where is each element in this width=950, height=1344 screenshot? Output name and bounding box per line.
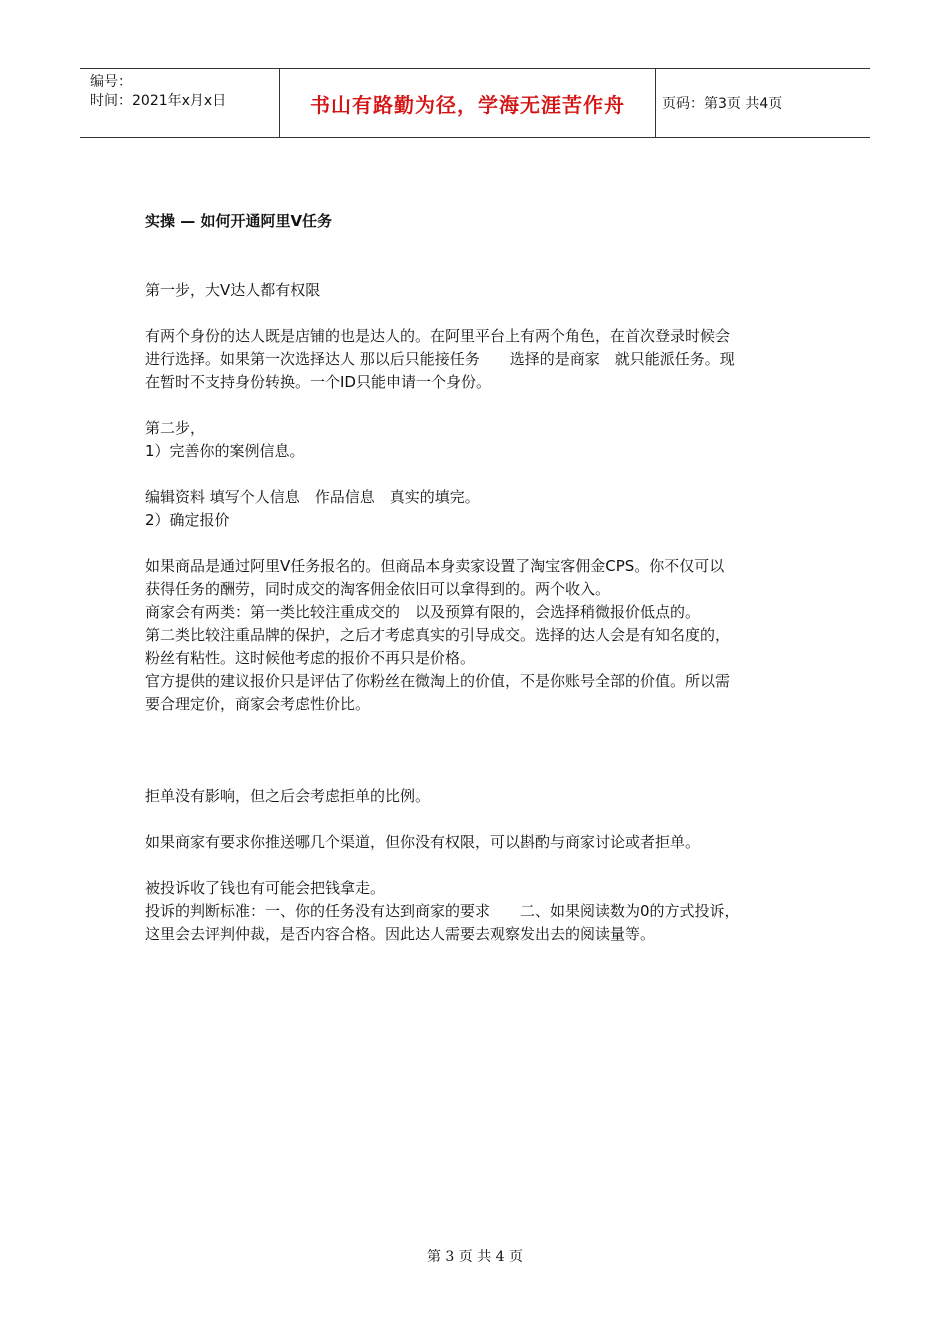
paragraph-line: 这里会去评判仲裁，是否内容合格。因此达人需要去观察发出去的阅读量等。 <box>145 925 656 943</box>
paragraph-line: 商家会有两类：第一类比较注重成交的 以及预算有限的，会选择稍微报价低点的。 <box>145 603 701 621</box>
paragraph-line: 获得任务的酬劳，同时成交的淘客佣金依旧可以拿得到的。两个收入。 <box>145 580 611 598</box>
paragraph-line: 进行选择。如果第一次选择达人 那以后只能接任务 选择的是商家 就只能派任务。现 <box>145 350 735 368</box>
page-info-text: 页码：第3页 共4页 <box>662 96 783 112</box>
step-two: 第二步， <box>145 419 206 437</box>
paragraph-line: 如果商品是通过阿里V任务报名的。但商品本身卖家设置了淘宝客佣金CPS。你不仅可以 <box>145 557 725 575</box>
paragraph-line: 要合理定价，商家会考虑性价比。 <box>145 695 371 713</box>
document-body <box>145 210 810 946</box>
step-one: 第一步，大V达人都有权限 <box>145 281 321 299</box>
paragraph-line: 2）确定报价 <box>145 511 230 529</box>
paragraph-line: 投诉的判断标准：一、你的任务没有达到商家的要求 二、如果阅读数为0的方式投诉， <box>145 902 740 920</box>
paragraph-line: 在暂时不支持身份转换。一个ID只能申请一个身份。 <box>145 373 491 391</box>
motto-text: 书山有路勤为径，学海无涯苦作舟 <box>310 92 625 117</box>
header-page-info <box>656 69 870 137</box>
paragraph-line: 第二类比较注重品牌的保护，之后才考虑真实的引导成交。选择的达人会是有知名度的， <box>145 626 731 644</box>
paragraph-line: 如果商家有要求你推送哪几个渠道，但你没有权限，可以斟酌与商家讨论或者拒单。 <box>145 833 701 851</box>
paragraph-line: 拒单没有影响，但之后会考虑拒单的比例。 <box>145 787 431 805</box>
paragraph-line: 被投诉收了钱也有可能会把钱拿走。 <box>145 879 386 897</box>
paragraph-line: 编辑资料 填写个人信息 作品信息 真实的填完。 <box>145 488 480 506</box>
paragraph-line: 有两个身份的达人既是店铺的也是达人的。在阿里平台上有两个角色，在首次登录时候会 <box>145 327 731 345</box>
time-label: 时间：2021年x月x日 <box>90 93 227 109</box>
serial-label: 编号： <box>90 74 132 90</box>
document-title: 实操 — 如何开通阿里V任务 <box>145 212 333 230</box>
paragraph-line: 1）完善你的案例信息。 <box>145 442 305 460</box>
header-meta <box>80 69 280 137</box>
page-footer <box>0 1246 950 1266</box>
paragraph-line: 粉丝有粘性。这时候他考虑的报价不再只是价格。 <box>145 649 476 667</box>
footer-page-number: 第 3 页 共 4 页 <box>426 1249 524 1265</box>
paragraph-line: 官方提供的建议报价只是评估了你粉丝在微淘上的价值，不是你账号全部的价值。所以需 <box>145 672 731 690</box>
header-motto-cell <box>280 69 656 137</box>
page-header <box>80 68 870 138</box>
